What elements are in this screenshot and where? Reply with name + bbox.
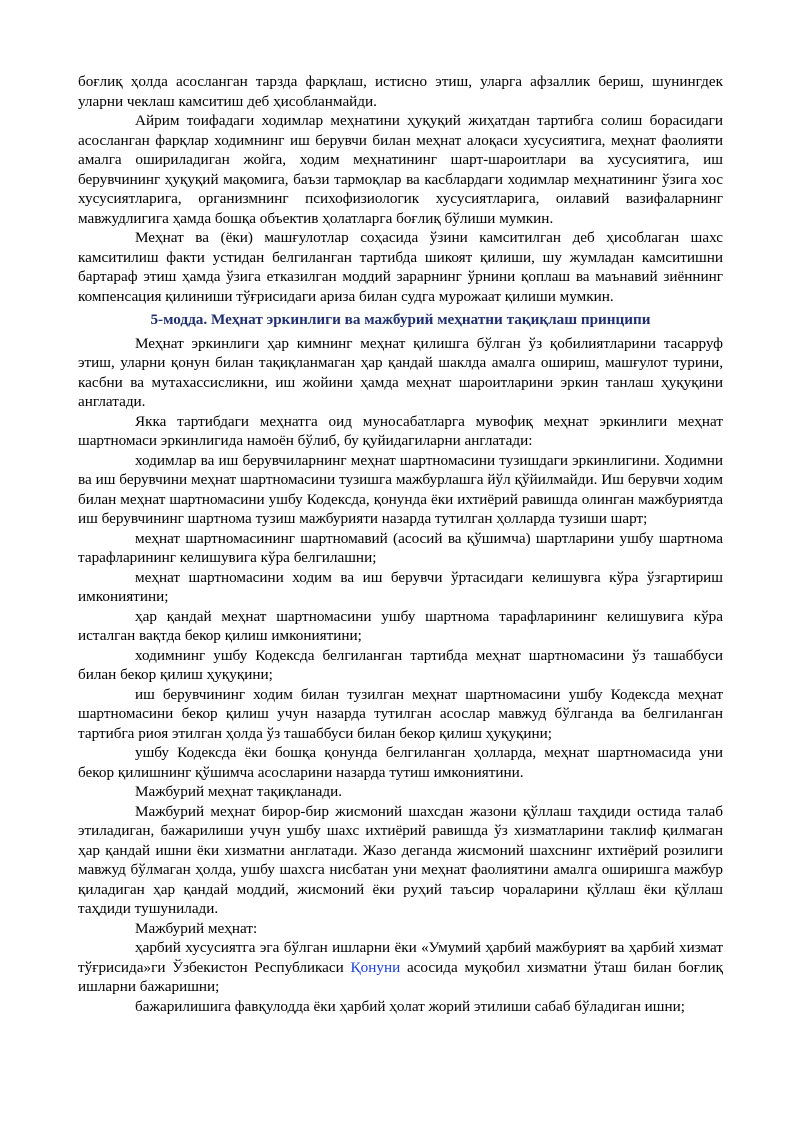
list-item-employee-termination: ходимнинг ушбу Кодексда белгиланган тартибда меҳнат шартномасини ўз ташаббуси билан бекор қилиш ҳуқуқини; [78,646,723,683]
military-text-after: асосида муқобил хизматни ўташ билан боғлиқ ишларни бажаришни; [78,958,723,995]
list-item-contract-conclusion: ходимлар ва иш берувчиларнинг меҳнат шартномасини тузишдаги эркинлигини. Ходимни ва иш берувчини меҳнат шартномасини тузишга мажбурлашга йўл қўйилмайди. Иш берувчи ходим билан меҳнат шартномасини ушбу Кодексда, қонунда ёки ихтиёрий равишда олинган мажбуриятда иш берувчининг шартнома тузиш мажбурияти назарда тутилган ҳолларда тузиши шарт; [78,451,723,527]
list-item-employer-termination: иш берувчининг ходим билан тузилган меҳнат шартномасини ушбу Кодексда меҳнат шартномасини бекор қилиш учун назарда тутилган асослар мавжуд бўлганда ва белгиланган тартибга риоя этилган ҳолда ўз ташаббуси билан бекор қилиш ҳуқуқини; [78,685,723,742]
paragraph-forced-labor-label: Мажбурий меҳнат: [135,919,258,937]
list-item-emergency-work: бажарилишига фавқулодда ёки ҳарбий ҳолат жорий этилиши сабаб бўладиган ишни; [135,997,685,1015]
paragraph-labor-freedom: Меҳнат эркинлиги ҳар кимнинг меҳнат қилишга бўлган ўз қобилиятларини тасарруф этиш, уларни қонун билан тақиқланмаган ҳар қандай шаклда амалга ошириш, машғулот турини, касбни ва мутахассисликни, иш жойини ҳамда меҳнат шароитларини эркин танлаш ҳуқуқини англатади. [78,334,723,410]
paragraph-discrimination-complaint: Меҳнат ва (ёки) машғулотлар соҳасида ўзини камситилган деб ҳисоблаган шахс камситилиш факти устидан белгиланган тартибда шикоят қилиши, шу жумладан камситишни бартараф этиш ҳамда ўзига етказилган моддий зарарнинг ўрнини қоплаш ва маънавий зиённинг компенсация қилиниши тўғрисидаги ариза билан судга мурожаат қилиши мумкин. [78,229,723,305]
paragraph-employee-groups: Айрим тоифадаги ходимлар меҳнатини ҳуқуқий жиҳатдан тартибга солиш борасидаги асосланган фарқлар ходимнинг иш берувчи билан меҳнат алоқаси хусусиятига, меҳнат фаолияти амалга ошириладиган жойга, ходим меҳнатининг шарт-шароитлари ва хусусиятига, иш берувчининг ҳуқуқий мақомига, баъзи тармоқлар ва касблардаги ходимлар меҳнатининг ўзига хос хусусиятларига, организмнинг психофизиологик хусусиятларига, оилавий вазифаларнинг мавжудлигига ҳамда бошқа объектив ҳолатларга боғлиқ бўлиши мумкин. [78,112,723,227]
list-item-contract-change: меҳнат шартномасини ходим ва иш берувчи ўртасидаги келишувга кўра ўзгартириш имкониятини; [78,568,723,605]
law-link[interactable]: Қонуни [350,958,401,976]
military-text-before: ҳарбий хусусиятга эга бўлган ишларни ёки «Умумий ҳарбий мажбурият ва ҳарбий хизмат тўғрисида»ги Ўзбекистон Республикаси [78,939,723,976]
list-item-contract-termination-agreement: ҳар қандай меҳнат шартномасини ушбу шартнома тарафларининг келишувига кўра исталган вақтда бекор қилиш имкониятини; [78,607,723,644]
document-page [78,72,723,1016]
article-5-title: 5-модда. Меҳнат эркинлиги ва мажбурий меҳнатни тақиқлаш принципи [150,311,651,328]
paragraph-forced-labor-definition: Мажбурий меҳнат бирор-бир жисмоний шахсдан жазони қўллаш таҳдиди остида талаб этиладиган, бажарилиши учун ушбу шахс ихтиёрий равишда ўз хизматларини таклиф қилмаган ҳар қандай ишни ёки хизматни англатади. Жазо деганда жисмоний шахснинг ихтиёрий розилиги мавжуд бўлмаган ҳолда, ушбу шахсга нисбатан уни меҳнат фаолиятини амалга оширишга мажбур қиладиган ҳар қандай моддий, жисмоний ёки руҳий таъсир чораларини қўллаш ёки қўллаш таҳдиди тушунилади. [78,802,723,917]
paragraph-forced-labor-prohibited: Мажбурий меҳнат тақиқланади. [135,783,343,800]
list-item-additional-grounds: ушбу Кодексда ёки бошқа қонунда белгиланган ҳолларда, меҳнат шартномасида уни бекор қилишнинг қўшимча асосларини назарда тутиш имкониятини. [78,744,723,781]
list-item-contract-terms: меҳнат шартномасининг шартномавий (асосий ва қўшимча) шартларини ушбу шартнома тарафларининг келишувига кўра белгилашни; [78,529,723,566]
paragraph-intro: боғлиқ ҳолда асосланган тарзда фарқлаш, истисно этиш, уларга афзаллик бериш, шунингдек уларни чеклаш камситиш деб ҳисобланмайди. [78,73,723,110]
list-item-military-service [78,938,723,997]
paragraph-contract-freedom: Якка тартибдаги меҳнатга оид муносабатларга мувофиқ меҳнат эркинлиги меҳнат шартномаси эркинлигида намоён бўлиб, бу қуйидагиларни англатади: [78,412,723,449]
